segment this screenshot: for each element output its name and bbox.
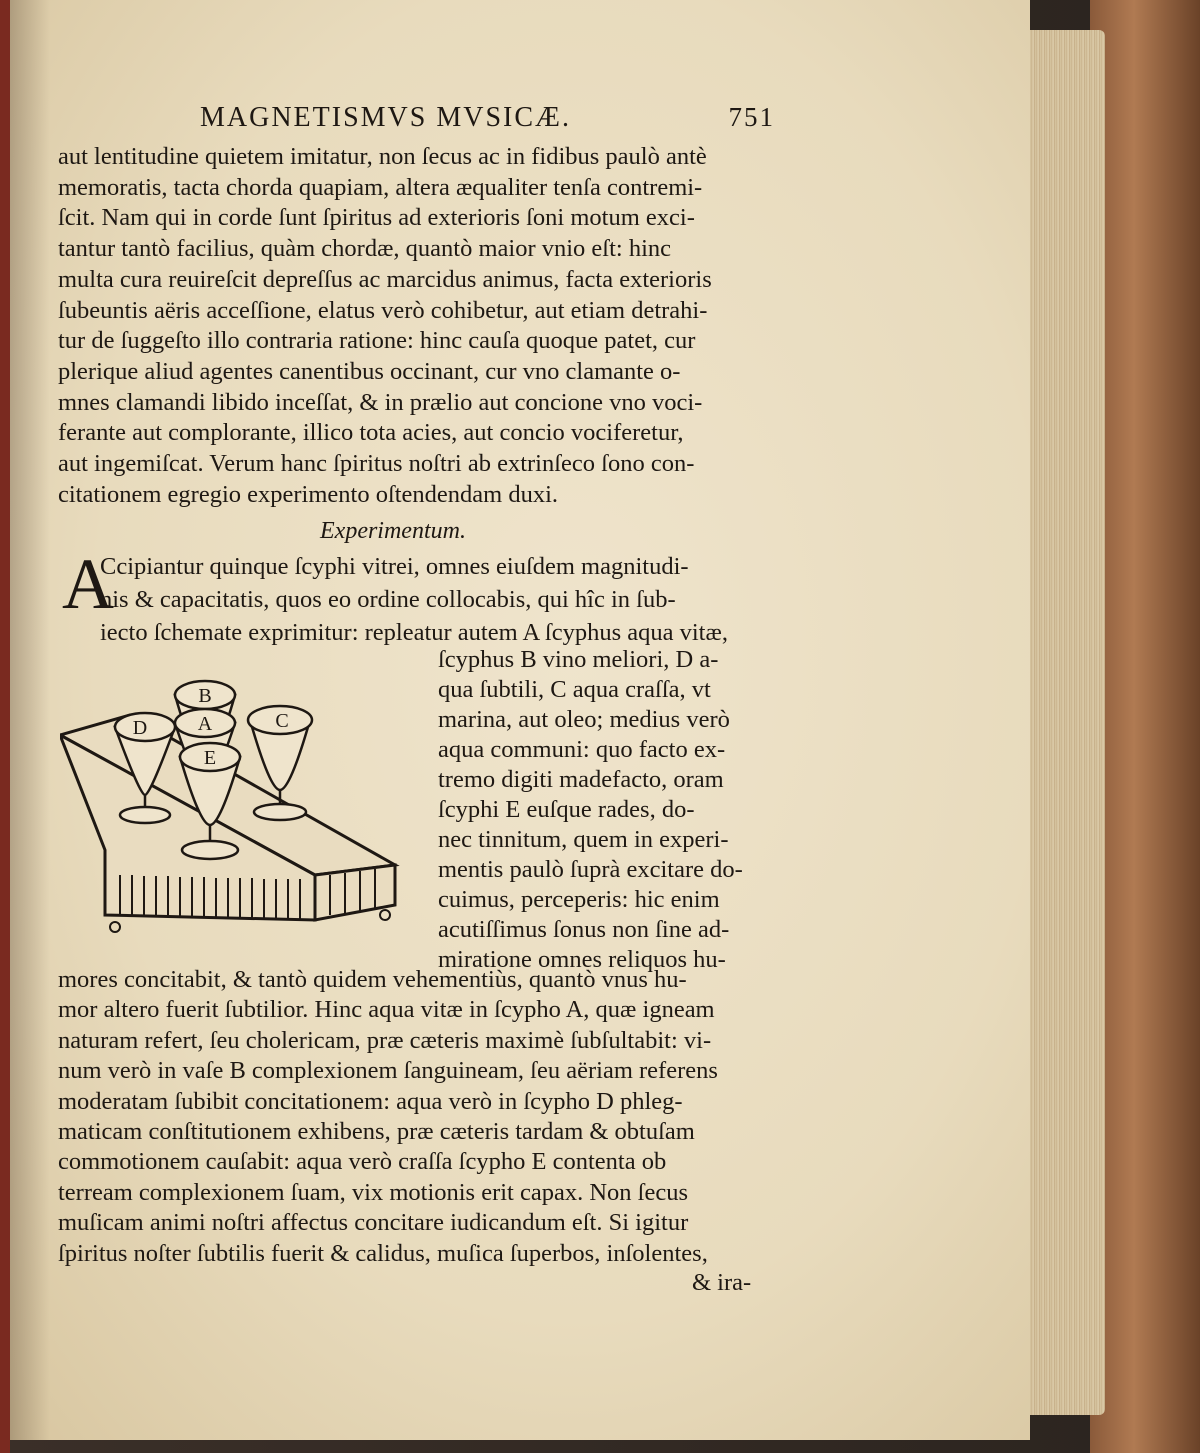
text-line: marina, aut oleo; medius verò (438, 706, 730, 733)
text-line: tremo digiti madefacto, oram (438, 766, 724, 793)
goblet-label-a: A (197, 713, 213, 735)
text-line: ſcit. Nam qui in corde ſunt ſpiritus ad exterioris ſoni motum exci- (58, 204, 695, 232)
text-line: aut ingemiſcat. Verum hanc ſpiritus noſtri ab extrinſeco ſono con- (58, 450, 695, 477)
text-line: ſubeuntis aëris acceſſione, elatus verò cohibetur, aut etiam detrahi- (58, 296, 708, 324)
goblet-label-d: D (132, 717, 148, 739)
text-line: cuimus, perceperis: hic enim (438, 886, 720, 913)
text-line: num verò in vaſe B complexionem ſanguineam, ſeu aëriam referens (58, 1057, 718, 1085)
binding-band (0, 0, 10, 1453)
text-line: ſcyphus B vino meliori, D a- (438, 646, 719, 673)
goblet-label-b: B (198, 685, 212, 707)
section-heading: Experimentum. (320, 518, 466, 544)
text-line: naturam refert, ſeu cholericam, præ cæteris maximè ſubſultabit: vi- (58, 1026, 712, 1054)
text-line: ſcyphi E euſque rades, do- (438, 796, 695, 823)
text-line: acutiſſimus ſonus non ſine ad- (438, 916, 730, 943)
text-line: multa cura reuireſcit depreſſus ac marcidus animus, facta exterioris (58, 265, 712, 293)
text-line: ferante aut complorante, illico tota acies, aut concio vociferetur, (58, 419, 684, 447)
woodcut-goblets-figure (60, 675, 405, 945)
text-line: maticam conſtitutionem exhibens, præ cæteris tardam & obtuſam (58, 1118, 695, 1145)
text-line: aut lentitudine quietem imitatur, non ſecus ac in fidibus paulò antè (58, 143, 707, 170)
text-line: citationem egregio experimento oſtendendam duxi. (58, 480, 559, 508)
text-line: commotionem cauſabit: aqua verò craſſa ſcypho E contenta ob (58, 1148, 667, 1176)
drop-capital: A (62, 544, 114, 624)
book-cover-edge (1090, 0, 1200, 1453)
text-line: terream complexionem ſuam, vix motionis erit capax. Non ſecus (58, 1178, 689, 1206)
running-title: MAGNETISMVS MVSICÆ. (200, 102, 571, 133)
text-line: nis & capacitatis, quos eo ordine collocabis, qui hîc in ſub- (100, 586, 676, 613)
page-block-edges (1020, 30, 1105, 1415)
text-line: tantur tantò facilius, quàm chordæ, quantò maior vnio eſt: hinc (58, 235, 672, 263)
goblet-label-c: C (275, 710, 289, 732)
text-line: mor altero fuerit ſubtilior. Hinc aqua vitæ in ſcypho A, quæ igneam (58, 996, 715, 1024)
text-line: nec tinnitum, quem in experi- (438, 826, 729, 853)
text-line: aqua communi: quo facto ex- (438, 736, 726, 763)
text-line: tur de ſuggeſto illo contraria ratione: hinc cauſa quoque patet, cur (58, 327, 696, 355)
catchword: & ira- (692, 1269, 752, 1296)
text-line: memoratis, tacta chorda quapiam, altera æqualiter tenſa contremi- (58, 173, 703, 201)
text-line: mentis paulò ſuprà excitare do- (438, 856, 743, 883)
text-line: ſpiritus noſter ſubtilis fuerit & calidus, muſica ſuperbos, inſolentes, (58, 1239, 708, 1267)
text-line: mores concitabit, & tantò quidem vehementiùs, quantò vnus hu- (58, 966, 687, 993)
text-line: plerique aliud agentes canentibus occinant, cur vno clamante o- (58, 357, 681, 385)
page-number: 751 (728, 102, 775, 132)
spine-shadow (10, 0, 50, 1440)
text-line: muſicam animi noſtri affectus concitare iudicandum eſt. Si igitur (58, 1209, 689, 1237)
text-line: iecto ſchemate exprimitur: repleatur autem A ſcyphus aqua vitæ, (100, 619, 728, 646)
text-line: miratione omnes reliquos hu- (438, 946, 726, 973)
goblet-label-e: E (203, 747, 217, 769)
text-line: mnes clamandi libido inceſſat, & in prælio aut concione vno voci- (58, 388, 703, 416)
text-line: Ccipiantur quinque ſcyphi vitrei, omnes eiuſdem magnitudi- (100, 553, 689, 580)
text-line: moderatam ſubibit concitationem: aqua verò in ſcypho D phleg- (58, 1087, 683, 1115)
text-line: qua ſubtili, C aqua craſſa, vt (438, 676, 711, 703)
